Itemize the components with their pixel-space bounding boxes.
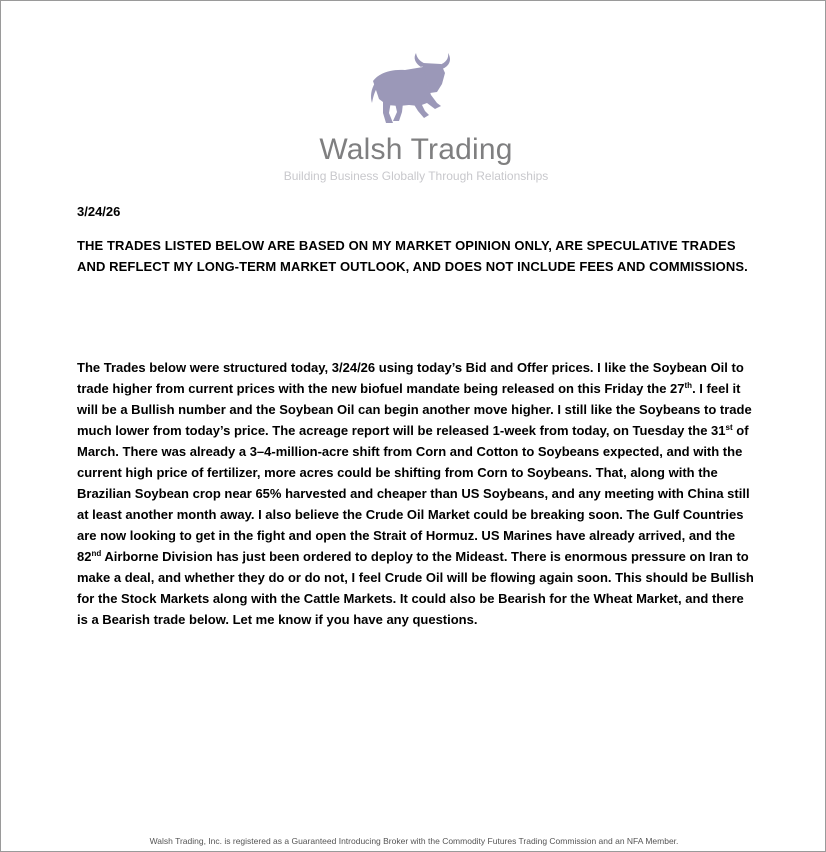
ordinal-suffix: st bbox=[725, 423, 733, 432]
footer-disclaimer: Walsh Trading, Inc. is registered as a Guaranteed Introducing Broker with the Commodity Futures Trading Commission and an NFA Member. bbox=[149, 836, 679, 846]
brand-name: Walsh Trading bbox=[319, 133, 513, 166]
document-date: 3/24/26 bbox=[77, 204, 121, 219]
disclaimer-text: THE TRADES LISTED BELOW ARE BASED ON MY MARKET OPINION ONLY, ARE SPECULATIVE TRADES AND REFLECT MY LONG-TERM MARKET OUTLOOK, AND DOES NOT INCLUDE FEES AND COMMISSIONS. bbox=[77, 238, 748, 274]
body-text-part: Airborne Division has just been ordered to deploy to the Mideast. There is enormous pressure on Iran to make a deal, and whether they do or do not, I feel Crude Oil will be flowing again soon. This should be Bullish for the Stock Markets along with the Cattle Markets. It could also be Bearish for the Wheat Market, and there is a Bearish trade below. Let me know if you have any questions. bbox=[77, 549, 754, 627]
body-text-part: of March. There was already a 3–4-million-acre shift from Corn and Cotton to Soybeans expected, and with the current high price of fertilizer, more acres could be shifting from Corn to Soybeans. That, along with the Brazilian Soybean crop near 65% harvested and cheaper than US Soybeans, and any meeting with China still at least another month away. I also believe the Crude Oil Market could be breaking soon. The Gulf Countries are now looking to get in the fight and open the Strait of Hormuz. US Marines have already arrived, and the 82 bbox=[77, 423, 750, 564]
body-text-part: The Trades below were structured today, 3/24/26 using today’s Bid and Offer prices. I like the Soybean Oil to trade higher from current prices with the new biofuel mandate being released on this Friday the 27 bbox=[77, 360, 744, 396]
ordinal-suffix: th bbox=[684, 381, 693, 390]
body-text-part: . I feel it will be a Bullish number and the Soybean Oil can begin another move higher. I still like the Soybeans to trade much lower from today’s price. The acreage report will be released 1-week from today, on Tuesday the 31 bbox=[77, 381, 752, 438]
body-paragraph bbox=[77, 357, 757, 630]
brand-tagline: Building Business Globally Through Relationships bbox=[283, 169, 549, 183]
ordinal-suffix: nd bbox=[91, 549, 102, 558]
bull-icon bbox=[369, 51, 461, 125]
company-logo bbox=[281, 51, 551, 186]
